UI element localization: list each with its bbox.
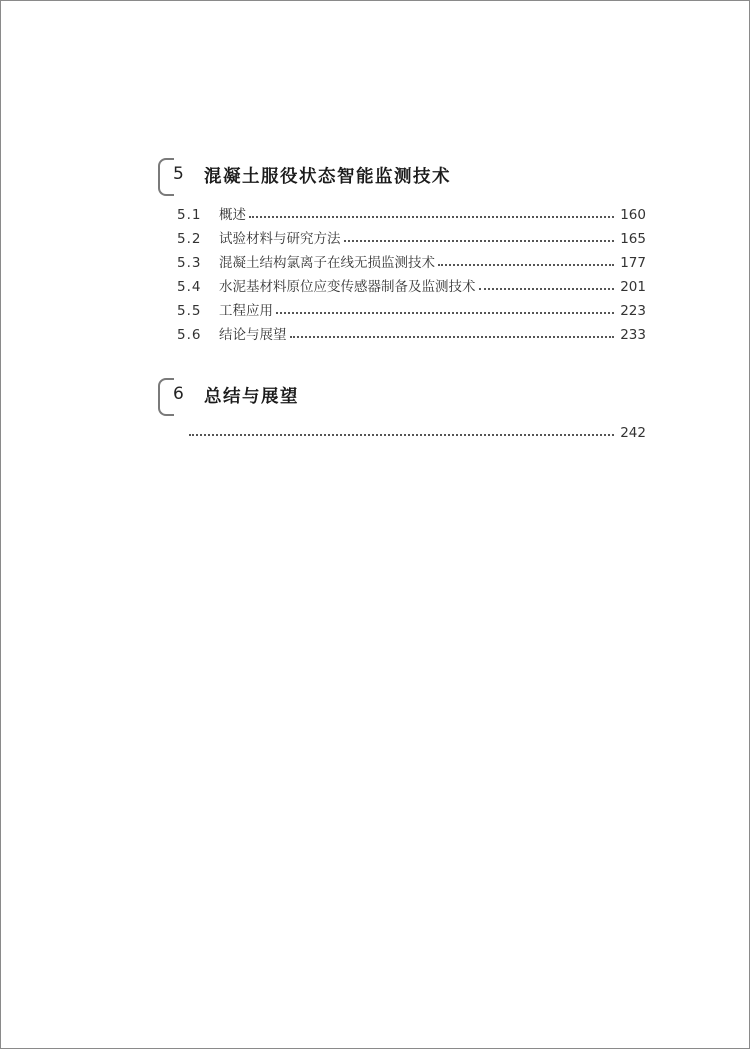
dot-leader <box>290 336 615 338</box>
section-number: 5.5 <box>177 303 202 319</box>
section-title: 混凝土结构氯离子在线无损监测技术 <box>219 255 435 271</box>
toc-entry-5-2[interactable] <box>177 227 646 247</box>
dot-leader <box>189 434 614 436</box>
toc-entry-5-4[interactable] <box>177 275 646 295</box>
chapter-number: 5 <box>173 164 184 184</box>
chapter-bracket-decoration <box>158 158 174 196</box>
section-title: 水泥基材料原位应变传感器制备及监测技术 <box>219 279 476 295</box>
page-number: 177 <box>620 255 646 271</box>
section-number: 5.4 <box>177 279 202 295</box>
section-number: 5.1 <box>177 207 202 223</box>
page-number: 201 <box>620 279 646 295</box>
dot-leader <box>249 216 614 218</box>
section-number: 5.6 <box>177 327 202 343</box>
dot-leader <box>438 264 614 266</box>
section-number: 5.3 <box>177 255 202 271</box>
toc-entry-5-1[interactable] <box>177 203 646 223</box>
dot-leader <box>479 288 615 290</box>
page-number: 165 <box>620 231 646 247</box>
chapter-title: 总结与展望 <box>204 387 299 407</box>
section-number: 5.2 <box>177 231 202 247</box>
section-title: 工程应用 <box>219 303 273 319</box>
section-title: 结论与展望 <box>219 327 287 343</box>
page-number: 160 <box>620 207 646 223</box>
chapter-bracket-decoration <box>158 378 174 416</box>
toc-entry-5-5[interactable] <box>177 299 646 319</box>
section-title: 试验材料与研究方法 <box>219 231 341 247</box>
toc-entry-5-6[interactable] <box>177 323 646 343</box>
toc-entry-5-3[interactable] <box>177 251 646 271</box>
page-number: 223 <box>620 303 646 319</box>
section-title: 概述 <box>219 207 246 223</box>
toc-entry-6[interactable] <box>189 421 646 441</box>
dot-leader <box>276 312 614 314</box>
chapter-title: 混凝土服役状态智能监测技术 <box>204 167 451 187</box>
chapter-number: 6 <box>173 384 184 404</box>
page-number: 242 <box>620 425 646 441</box>
dot-leader <box>344 240 615 242</box>
page-number: 233 <box>620 327 646 343</box>
